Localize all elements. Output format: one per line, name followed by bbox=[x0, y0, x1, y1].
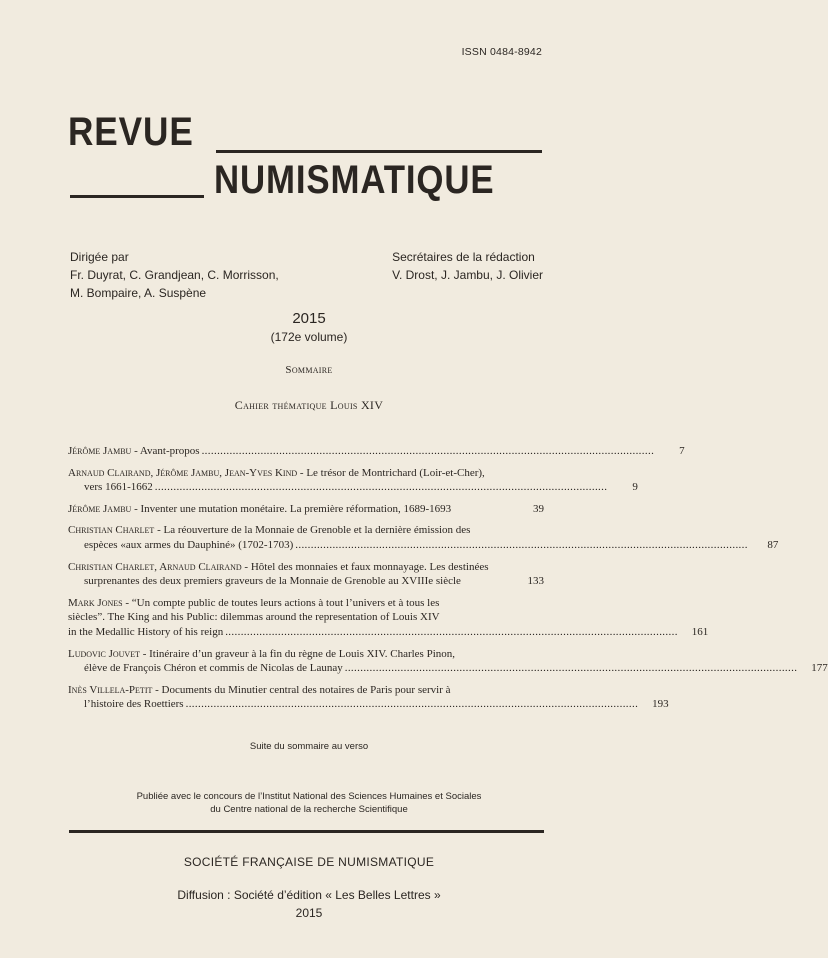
toc-title: siècles”. The King and his Public: dilemmas around the representation of Louis XIV bbox=[68, 611, 440, 624]
toc-entry: Inès Villela-Petit - Documents du Minutier central des notaires de Paris pour servir à l’histoire des Roettiers . . . 193 bbox=[68, 683, 544, 712]
editors-directed-line: M. Bompaire, A. Suspène bbox=[70, 286, 207, 300]
toc-page: 133 bbox=[527, 575, 544, 588]
sommaire-heading: Sommaire bbox=[285, 364, 333, 376]
toc-title: espèces «aux armes du Dauphiné» (1702-1703) bbox=[84, 538, 294, 551]
toc-page: 87 bbox=[767, 538, 779, 551]
toc-entry: Jérôme Jambu - Inventer une mutation monétaire. La première réformation, 1689-1693 39 bbox=[68, 502, 544, 515]
title-rule-bottom bbox=[70, 195, 204, 198]
toc-page: 39 bbox=[533, 502, 544, 515]
toc-page: 161 bbox=[691, 625, 709, 638]
toc-title: Inventer une mutation monétaire. La première réformation, 1689-1693 bbox=[140, 502, 452, 515]
diffusion-line: Diffusion : Société d’édition « Les Belles Lettres » bbox=[177, 888, 441, 902]
toc-title: l’histoire des Roettiers bbox=[84, 698, 184, 711]
bottom-year: 2015 bbox=[295, 906, 323, 920]
toc-title: élève de François Chéron et commis de Nicolas de Launay bbox=[84, 662, 343, 675]
toc-title: in the Medallic History of his reign bbox=[68, 625, 224, 638]
toc-author: Jérôme Jambu bbox=[68, 502, 132, 515]
toc-page: 9 bbox=[632, 481, 638, 494]
toc-author: Jérôme Jambu bbox=[68, 445, 132, 457]
toc-title: vers 1661-1662 bbox=[84, 481, 153, 494]
title-rule-top bbox=[216, 150, 542, 153]
toc-entry: Mark Jones - “Un compte public de toutes leurs actions à tout l’univers et à tous les siècles”. The King and his Public: dilemmas around the representation of Louis XIV in the Medallic History of his reign . . . 161 bbox=[68, 596, 544, 640]
toc-title: Avant-propos bbox=[139, 445, 200, 457]
bottom-rule bbox=[69, 830, 544, 833]
toc-entry: Ludovic Jouvet - Itinéraire d’un graveur à la fin du règne de Louis XIV. Charles Pinon, élève de François Chéron et commis de Nicolas de Launay . . . 177 bbox=[68, 647, 544, 676]
editors-secretaries bbox=[392, 248, 543, 284]
toc-author: Christian Charlet bbox=[68, 524, 155, 537]
toc-title: Documents du Minutier central des notaires de Paris pour servir à bbox=[161, 683, 451, 696]
editors-secretaries-line: V. Drost, J. Jambu, J. Olivier bbox=[392, 268, 543, 282]
table-of-contents bbox=[68, 444, 828, 719]
toc-author: Ludovic Jouvet bbox=[68, 647, 140, 660]
toc-entry: Jérôme Jambu - Avant-propos . . . 7 bbox=[68, 444, 544, 459]
editors-directed bbox=[70, 248, 279, 302]
toc-entry: Christian Charlet - La réouverture de la Monnaie de Grenoble et la dernière émission des espèces «aux armes du Dauphiné» (1702-1703) . . . 87 bbox=[68, 523, 544, 552]
toc-page: 193 bbox=[652, 698, 669, 711]
editors-directed-line: Fr. Duyrat, C. Grandjean, C. Morrisson, bbox=[70, 268, 279, 282]
toc-title: Itinéraire d’un graveur à la fin du règne de Louis XIV. Charles Pinon, bbox=[149, 647, 456, 660]
toc-author: Arnaud Clairand, Jérôme Jambu, Jean-Yves Kind bbox=[68, 466, 298, 479]
editors-directed-heading: Dirigée par bbox=[70, 250, 129, 264]
toc-title: Hôtel des monnaies et faux monnayage. Les destinées bbox=[250, 560, 489, 573]
editors-secretaries-heading: Secrétaires de la rédaction bbox=[392, 250, 535, 264]
toc-page: 7 bbox=[679, 445, 685, 457]
title-revue: REVUE bbox=[68, 110, 194, 154]
issue-year: 2015 bbox=[292, 310, 326, 327]
toc-title: La réouverture de la Monnaie de Grenoble et la dernière émission des bbox=[163, 524, 471, 537]
publication-note bbox=[0, 790, 618, 816]
publication-note-line: du Centre national de la recherche Scientifique bbox=[210, 804, 408, 815]
publisher-name: SOCIÉTÉ FRANÇAISE DE NUMISMATIQUE bbox=[183, 855, 435, 869]
thematic-heading: Cahier thématique Louis XIV bbox=[234, 398, 384, 412]
toc-title: surprenantes des deux premiers graveurs de la Monnaie de Grenoble au XVIIIe siècle bbox=[84, 575, 461, 588]
toc-author: Mark Jones bbox=[68, 596, 123, 609]
toc-entry: Arnaud Clairand, Jérôme Jambu, Jean-Yves Kind - Le trésor de Montrichard (Loir-et-Cher), vers 1661-1662 . . . 9 bbox=[68, 466, 544, 495]
toc-title: Le trésor de Montrichard (Loir-et-Cher), bbox=[306, 466, 485, 479]
issue-volume: (172e volume) bbox=[270, 330, 348, 344]
toc-author: Inès Villela-Petit bbox=[68, 683, 153, 696]
toc-author: Christian Charlet, Arnaud Clairand bbox=[68, 560, 242, 573]
toc-title: “Un compte public de toutes leurs actions à tout l’univers et à tous les bbox=[131, 596, 440, 609]
suite-note: Suite du sommaire au verso bbox=[249, 741, 369, 752]
toc-page: 177 bbox=[811, 662, 828, 675]
toc-entry: Christian Charlet, Arnaud Clairand - Hôtel des monnaies et faux monnayage. Les destinées surprenantes des deux premiers graveurs de la Monnaie de Grenoble au XVIIIe siècle 133 bbox=[68, 560, 544, 588]
issn: ISSN 0484-8942 bbox=[461, 46, 542, 58]
publication-note-line: Publiée avec le concours de l’Institut National des Sciences Humaines et Sociales bbox=[136, 791, 482, 802]
title-numismatique: NUMISMATIQUE bbox=[214, 158, 495, 202]
